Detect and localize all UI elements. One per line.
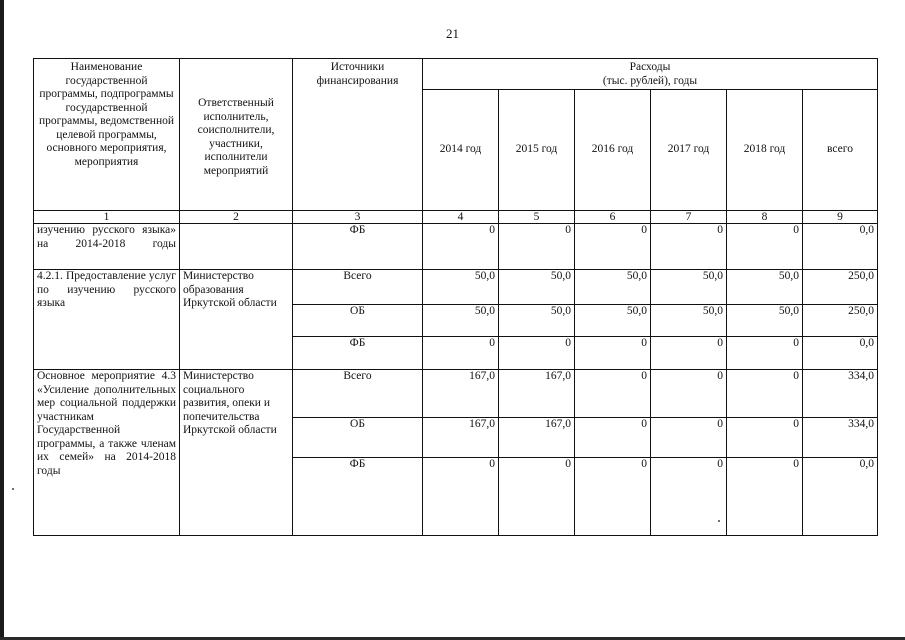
header-year: 2017 год bbox=[651, 90, 727, 211]
source-cell: ОБ bbox=[293, 418, 423, 458]
value-cell: 50,0 bbox=[727, 270, 803, 305]
header-expenses bbox=[423, 59, 878, 90]
total-cell: 0,0 bbox=[803, 337, 878, 370]
header-responsible: Ответственный исполнитель, соисполнители, участники, исполнители мероприятий bbox=[180, 59, 293, 211]
value-cell: 50,0 bbox=[575, 305, 651, 337]
column-numbers-row bbox=[34, 211, 878, 224]
value-cell: 167,0 bbox=[423, 418, 499, 458]
column-number: 4 bbox=[423, 211, 499, 224]
value-cell: 0 bbox=[727, 418, 803, 458]
value-cell: 50,0 bbox=[651, 305, 727, 337]
value-cell: 0 bbox=[423, 337, 499, 370]
value-cell: 0 bbox=[651, 337, 727, 370]
header-expenses-units: (тыс. рублей), годы bbox=[602, 74, 698, 87]
column-number: 6 bbox=[575, 211, 651, 224]
value-cell: 0 bbox=[575, 224, 651, 270]
scan-speck bbox=[12, 488, 14, 490]
value-cell: 50,0 bbox=[499, 305, 575, 337]
header-expenses-title: Расходы bbox=[629, 61, 671, 73]
value-cell: 0 bbox=[499, 337, 575, 370]
total-cell: 250,0 bbox=[803, 270, 878, 305]
column-number: 1 bbox=[34, 211, 180, 224]
value-cell: 0 bbox=[727, 224, 803, 270]
source-cell: Всего bbox=[293, 270, 423, 305]
source-cell: ФБ bbox=[293, 458, 423, 536]
header-year: 2014 год bbox=[423, 90, 499, 211]
value-cell: 167,0 bbox=[423, 370, 499, 418]
column-number: 5 bbox=[499, 211, 575, 224]
value-cell: 0 bbox=[727, 458, 803, 536]
value-cell: 0 bbox=[727, 337, 803, 370]
header-program-name: Наименование государственной программы, подпрограммы государственной программы, ведомственной целевой программы, основного мероприятия, мероприятия bbox=[34, 59, 180, 211]
value-cell: 0 bbox=[651, 458, 727, 536]
value-cell: 0 bbox=[575, 337, 651, 370]
value-cell: 0 bbox=[423, 458, 499, 536]
header-year: 2015 год bbox=[499, 90, 575, 211]
column-number: 9 bbox=[803, 211, 878, 224]
program-name-cell: Основное мероприятие 4.3 «Усиление дополнительных мер социальной поддержки участникам Государственной программы, а также членам их семей» на 2014-2018 годы bbox=[34, 370, 180, 536]
value-cell: 0 bbox=[651, 370, 727, 418]
program-name-cell: изучению русского языка» на 2014-2018 годы bbox=[34, 224, 180, 270]
value-cell: 0 bbox=[651, 418, 727, 458]
value-cell: 50,0 bbox=[651, 270, 727, 305]
table-row bbox=[34, 270, 878, 305]
source-cell: ОБ bbox=[293, 305, 423, 337]
header-year: 2016 год bbox=[575, 90, 651, 211]
value-cell: 50,0 bbox=[499, 270, 575, 305]
program-name-cell: 4.2.1. Предоставление услуг по изучению русского языка bbox=[34, 270, 180, 370]
total-cell: 334,0 bbox=[803, 370, 878, 418]
column-number: 2 bbox=[180, 211, 293, 224]
value-cell: 50,0 bbox=[423, 305, 499, 337]
header-row bbox=[34, 59, 878, 90]
table-row bbox=[34, 224, 878, 270]
total-cell: 334,0 bbox=[803, 418, 878, 458]
source-cell: ФБ bbox=[293, 337, 423, 370]
column-number: 3 bbox=[293, 211, 423, 224]
value-cell: 50,0 bbox=[423, 270, 499, 305]
value-cell: 50,0 bbox=[575, 270, 651, 305]
value-cell: 0 bbox=[727, 370, 803, 418]
scan-edge-left bbox=[0, 0, 4, 640]
total-cell: 0,0 bbox=[803, 224, 878, 270]
source-cell: Всего bbox=[293, 370, 423, 418]
header-total: всего bbox=[803, 90, 878, 211]
value-cell: 0 bbox=[499, 458, 575, 536]
page-number: 21 bbox=[446, 26, 459, 41]
column-number: 8 bbox=[727, 211, 803, 224]
value-cell: 0 bbox=[575, 370, 651, 418]
responsible-cell: Министерство социального развития, опеки и попечительства Иркутской области bbox=[180, 370, 293, 536]
value-cell: 0 bbox=[499, 224, 575, 270]
responsible-cell: Министерство образования Иркутской области bbox=[180, 270, 293, 370]
value-cell: 0 bbox=[423, 224, 499, 270]
header-year: 2018 год bbox=[727, 90, 803, 211]
value-cell: 50,0 bbox=[727, 305, 803, 337]
source-cell: ФБ bbox=[293, 224, 423, 270]
total-cell: 0,0 bbox=[803, 458, 878, 536]
responsible-cell bbox=[180, 224, 293, 270]
value-cell: 0 bbox=[575, 458, 651, 536]
value-cell: 0 bbox=[651, 224, 727, 270]
column-number: 7 bbox=[651, 211, 727, 224]
header-financing-sources: Источники финансирования bbox=[293, 59, 423, 211]
value-cell: 167,0 bbox=[499, 370, 575, 418]
total-cell: 250,0 bbox=[803, 305, 878, 337]
table-row bbox=[34, 370, 878, 418]
expenses-table bbox=[33, 58, 878, 536]
value-cell: 0 bbox=[575, 418, 651, 458]
value-cell: 167,0 bbox=[499, 418, 575, 458]
